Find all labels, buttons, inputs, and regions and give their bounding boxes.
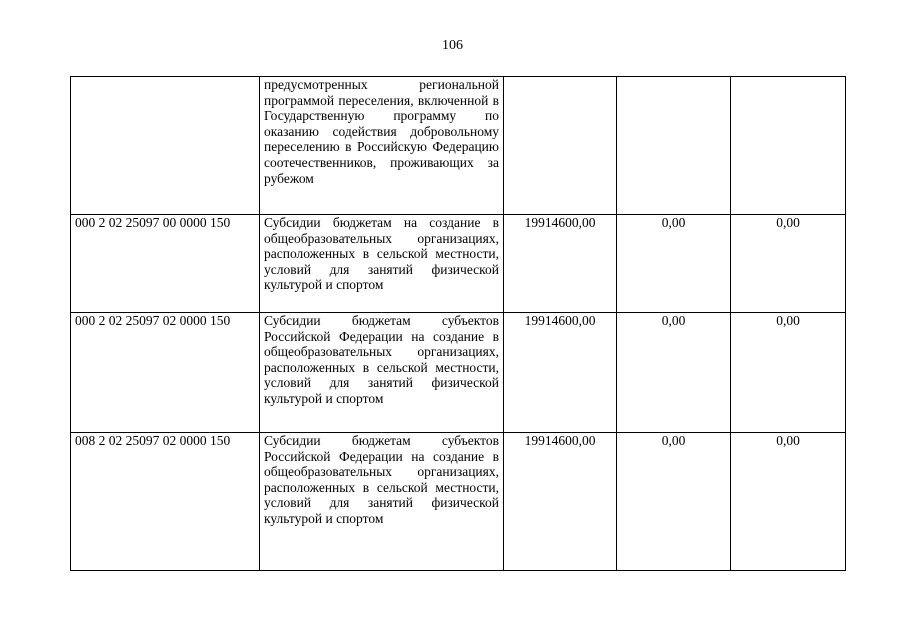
budget-code-cell	[71, 77, 260, 215]
description-cell: Субсидии бюджетам на создание в общеобразовательных организациях, расположенных в сельской местности, условий для занятий физической культурой и спортом	[260, 215, 504, 313]
budget-code-cell: 008 2 02 25097 02 0000 150	[71, 433, 260, 571]
description-cell: Субсидии бюджетам субъектов Российской Федерации на создание в общеобразовательных организациях, расположенных в сельской местности, условий для занятий физической культурой и спортом	[260, 313, 504, 433]
description-cell: Субсидии бюджетам субъектов Российской Федерации на создание в общеобразовательных организациях, расположенных в сельской местности, условий для занятий физической культурой и спортом	[260, 433, 504, 571]
table-row	[71, 215, 846, 313]
amount-cell-3	[731, 77, 846, 215]
budget-code-cell: 000 2 02 25097 02 0000 150	[71, 313, 260, 433]
table-row	[71, 313, 846, 433]
amount-cell-2: 0,00	[617, 433, 731, 571]
page-number: 106	[442, 38, 463, 53]
description-cell: предусмотренных региональной программой переселения, включенной в Государственную программу по оказанию содействия добровольному переселению в Российскую Федерацию соотечественников, проживающих за рубежом	[260, 77, 504, 215]
amount-cell-1: 19914600,00	[504, 313, 617, 433]
amount-cell-2	[617, 77, 731, 215]
amount-cell-1	[504, 77, 617, 215]
amount-cell-3: 0,00	[731, 215, 846, 313]
table-row	[71, 77, 846, 215]
amount-cell-2: 0,00	[617, 313, 731, 433]
amount-cell-1: 19914600,00	[504, 433, 617, 571]
amount-cell-3: 0,00	[731, 433, 846, 571]
amount-cell-1: 19914600,00	[504, 215, 617, 313]
table-row	[71, 433, 846, 571]
amount-cell-2: 0,00	[617, 215, 731, 313]
budget-code-cell: 000 2 02 25097 00 0000 150	[71, 215, 260, 313]
amount-cell-3: 0,00	[731, 313, 846, 433]
budget-table	[70, 76, 846, 571]
